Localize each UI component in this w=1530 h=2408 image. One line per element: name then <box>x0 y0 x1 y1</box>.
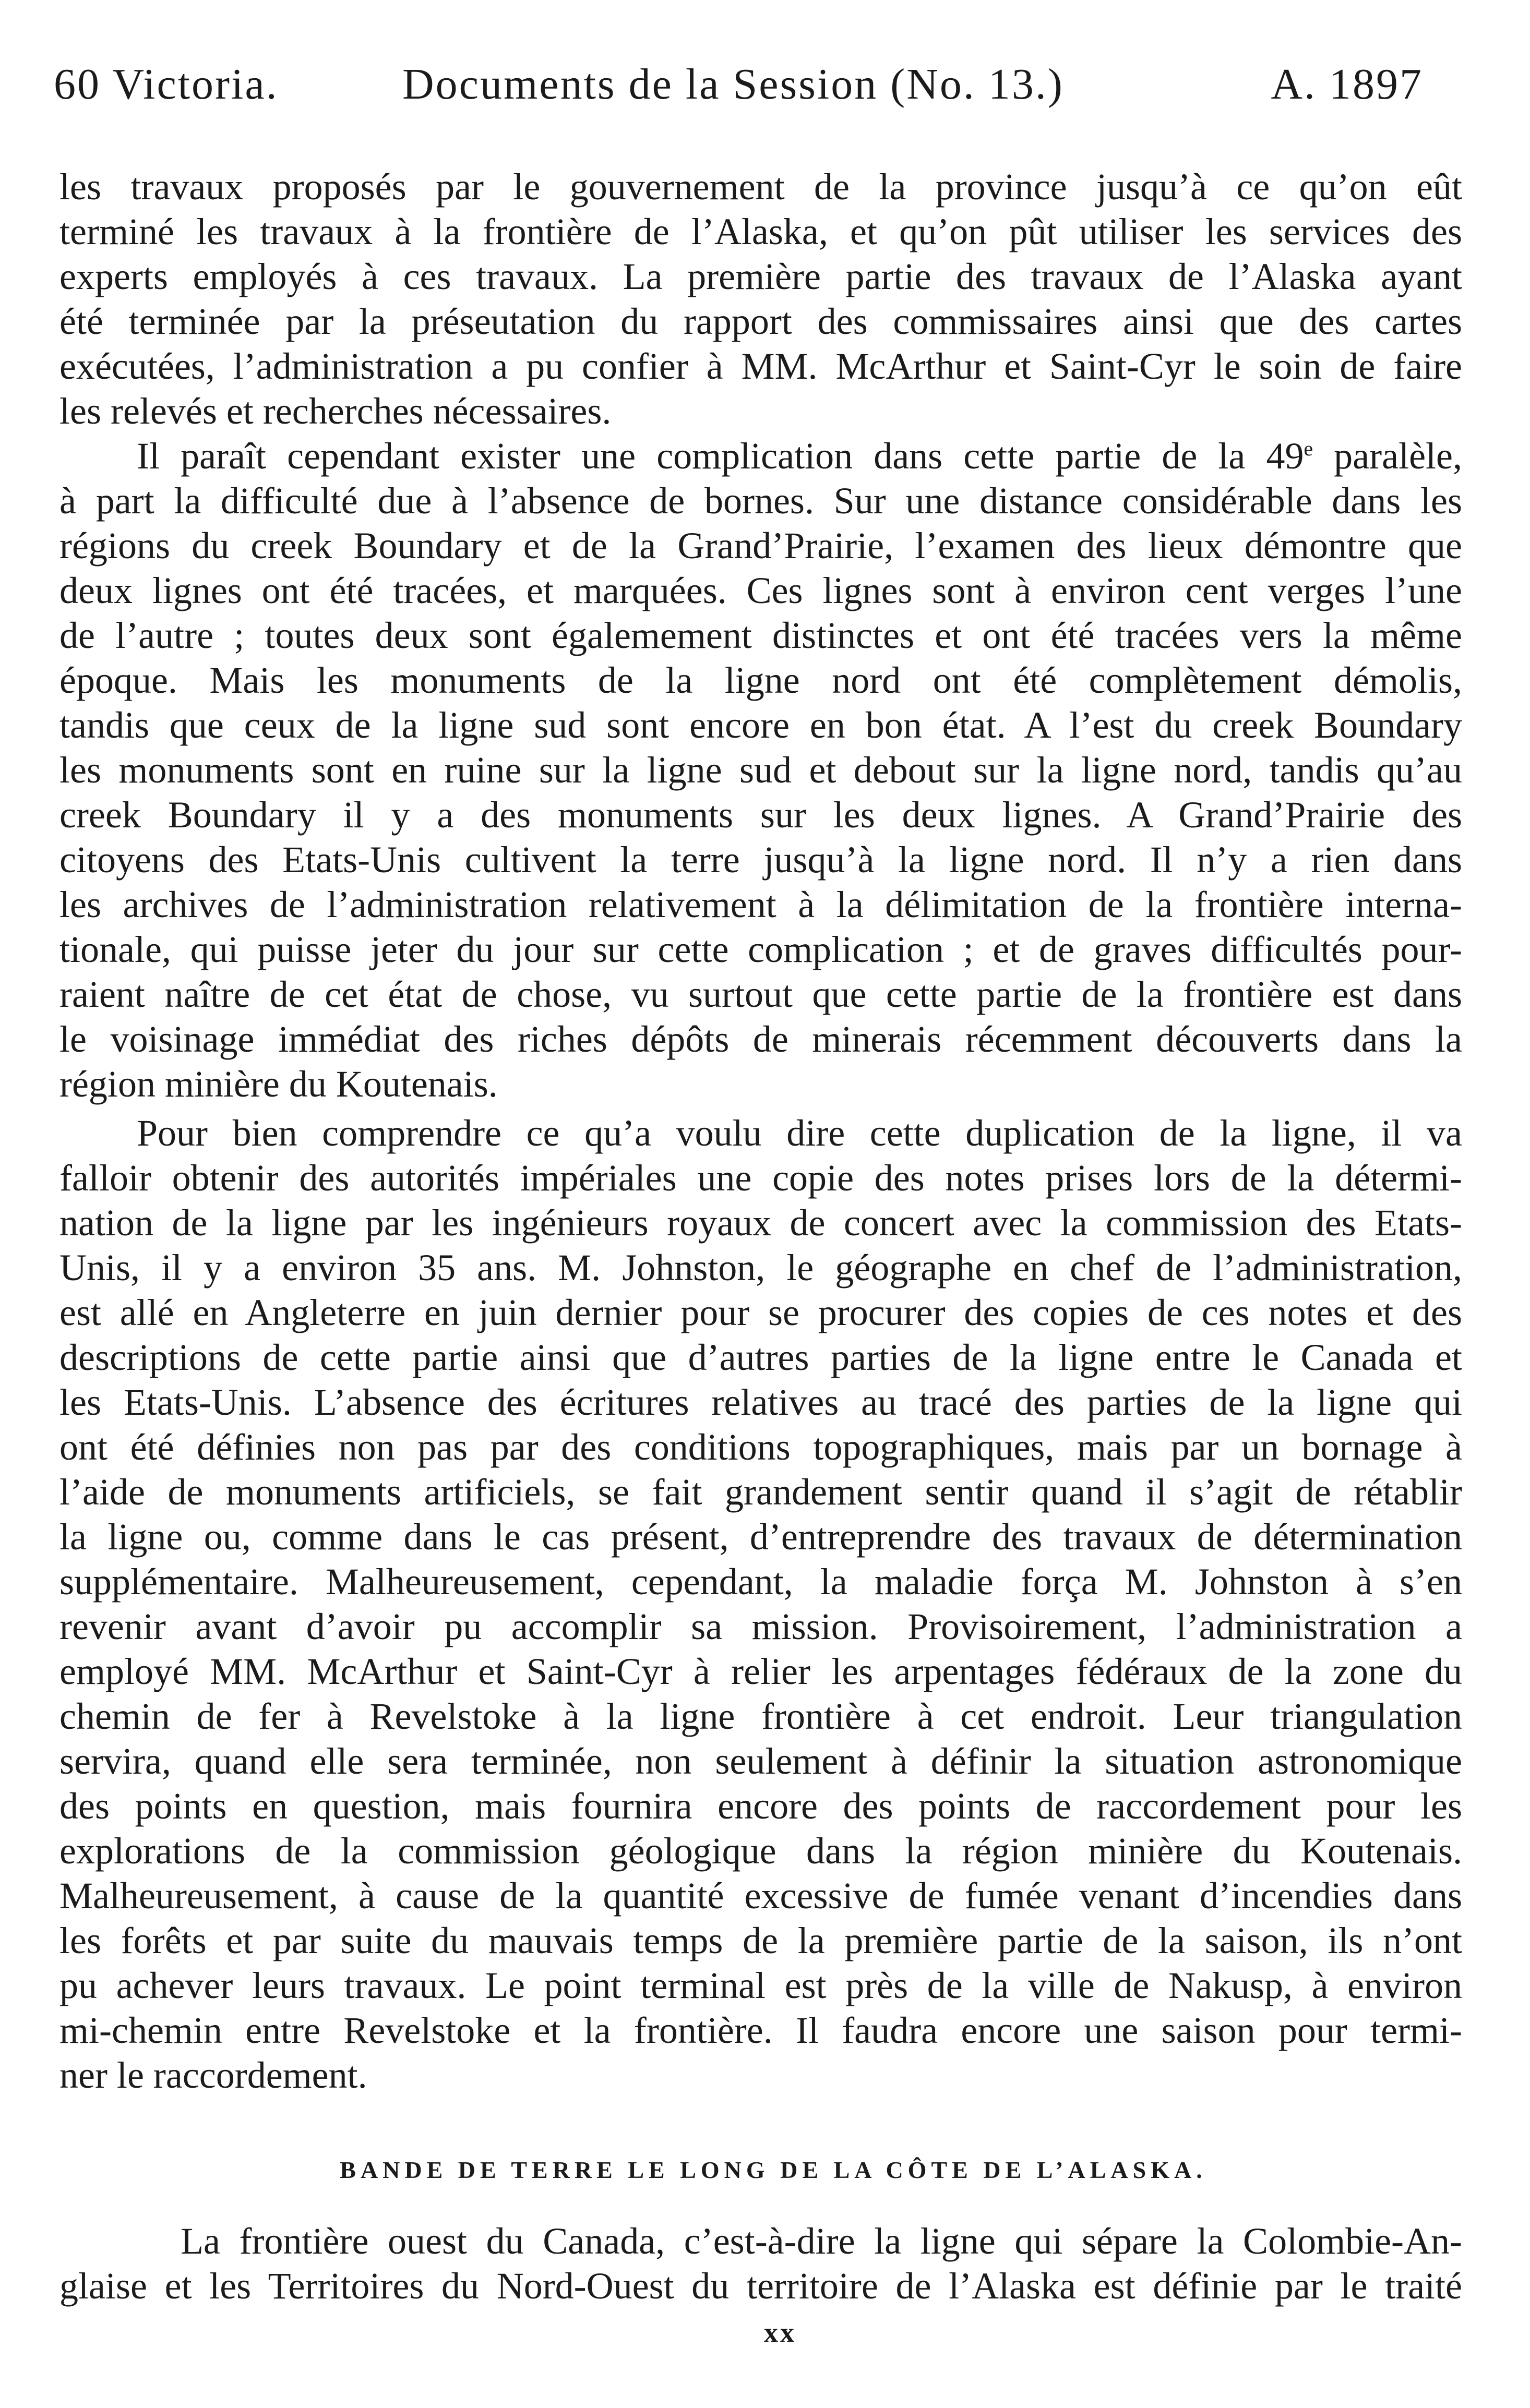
text-line: supplémentaire. Malheureusement, cependant, la maladie força M. Johnston à s’en <box>59 1561 1462 1603</box>
superscript: e <box>1304 437 1313 460</box>
text-line: employé MM. McArthur et Saint-Cyr à relier les arpentages fédéraux de la zone du <box>59 1651 1462 1692</box>
text-line: les monuments sont en ruine sur la ligne sud et debout sur la ligne nord, tandis qu’au <box>59 749 1462 791</box>
running-head-left: 60 Victoria. <box>54 60 279 109</box>
text-line: servira, quand elle sera terminée, non seulement à définir la situation astronomique <box>59 1740 1462 1782</box>
text-line: les travaux proposés par le gouvernement de la province jusqu’à ce qu’on eût <box>59 166 1462 208</box>
text-line: le voisinage immédiat des riches dépôts de minerais récemment découverts dans la <box>59 1018 1462 1060</box>
text-line: terminé les travaux à la frontière de l’Alaska, et qu’on pût utiliser les services des <box>59 211 1462 252</box>
text-line: pu achever leurs travaux. Le point terminal est près de la ville de Nakusp, à environ <box>59 1965 1462 2006</box>
paragraph <box>59 164 1462 434</box>
text-line: Malheureusement, à cause de la quantité excessive de fumée venant d’incendies dans <box>59 1875 1462 1917</box>
text-line: mi-chemin entre Revelstoke et la frontière. Il faudra encore une saison pour termi- <box>59 2009 1462 2051</box>
text-line: tionale, qui puisse jeter du jour sur cette complication ; et de graves difficultés pour- <box>59 929 1462 970</box>
text-line: raient naître de cet état de chose, vu surtout que cette partie de la frontière est dans <box>59 973 1462 1015</box>
text-line: tandis que ceux de la ligne sud sont encore en bon état. A l’est du creek Boundary <box>59 704 1462 746</box>
text-line: époque. Mais les monuments de la ligne nord ont été complètement démolis, <box>59 659 1462 701</box>
text-line: est allé en Angleterre en juin dernier pour se procurer des copies de ces notes et des <box>59 1292 1462 1333</box>
text-line: citoyens des Etats-Unis cultivent la terre jusqu’à la ligne nord. Il n’y a rien dans <box>59 839 1462 881</box>
text-line: ner le raccordement. <box>59 2054 367 2096</box>
text-fragment: Il paraît cependant exister une complication dans cette partie de la 49 <box>137 435 1304 477</box>
text-line: région minière du Koutenais. <box>59 1063 498 1105</box>
paragraph <box>59 1111 1462 2098</box>
text-line: glaise et les Territoires du Nord-Ouest du territoire de l’Alaska est définie par le traité <box>59 2265 1462 2307</box>
text-line: falloir obtenir des autorités impériales une copie des notes prises lors de la détermi- <box>59 1157 1462 1199</box>
text-line: explorations de la commission géologique dans la région minière du Koutenais. <box>59 1830 1462 1872</box>
text-line: ont été définies non pas par des conditions topographiques, mais par un bornage à <box>59 1426 1462 1468</box>
text-line: revenir avant d’avoir pu accomplir sa mission. Provisoirement, l’administration a <box>59 1606 1462 1647</box>
text-line: été terminée par la préseutation du rapport des commissaires ainsi que des cartes <box>59 300 1462 342</box>
section-heading: BANDE DE TERRE LE LONG DE LA CÔTE DE L’ALASKA. <box>340 2157 1207 2183</box>
text-line: Pour bien comprendre ce qu’a voulu dire cette duplication de la ligne, il va <box>137 1112 1462 1154</box>
text-line: deux lignes ont été tracées, et marquées. Ces lignes sont à environ cent verges l’une <box>59 570 1462 611</box>
text-line: descriptions de cette partie ainsi que d’autres parties de la ligne entre le Canada et <box>59 1337 1462 1378</box>
text-line: nation de la ligne par les ingénieurs royaux de concert avec la commission des Etats- <box>59 1202 1462 1244</box>
text-line: Unis, il y a environ 35 ans. M. Johnston, le géographe en chef de l’administration, <box>59 1247 1462 1289</box>
text-fragment: paralèle, <box>1313 435 1462 477</box>
text-line: experts employés à ces travaux. La première partie des travaux de l’Alaska ayant <box>59 256 1462 297</box>
text-line: les archives de l’administration relativement à la délimitation de la frontière interna- <box>59 884 1462 925</box>
page-body <box>59 164 1462 2098</box>
text-line: exécutées, l’administration a pu confier à MM. McArthur et Saint-Cyr le soin de faire <box>59 345 1462 387</box>
text-line <box>59 434 1462 478</box>
running-head-year: A. 1897 <box>1271 60 1423 109</box>
text-line: de l’autre ; toutes deux sont égalemement distinctes et ont été tracées vers la même <box>59 615 1462 656</box>
running-head-title: Documents de la Session (No. 13.) <box>402 60 1064 109</box>
page-number: xx <box>764 2317 796 2348</box>
paragraph <box>59 2219 1462 2308</box>
text-line: des points en question, mais fournira encore des points de raccordement pour les <box>59 1785 1462 1827</box>
text-line: régions du creek Boundary et de la Grand’Prairie, l’examen des lieux démontre que <box>59 525 1462 567</box>
paragraph <box>59 434 1462 1106</box>
text-line: à part la difficulté due à l’absence de bornes. Sur une distance considérable dans les <box>59 480 1462 522</box>
text-line: la ligne ou, comme dans le cas présent, d’entreprendre des travaux de détermination <box>59 1516 1462 1558</box>
text-line: l’aide de monuments artificiels, se fait grandement sentir quand il s’agit de rétablir <box>59 1471 1462 1513</box>
text-line: les forêts et par suite du mauvais temps de la première partie de la saison, ils n’ont <box>59 1920 1462 1961</box>
text-line: La frontière ouest du Canada, c’est-à-dire la ligne qui sépare la Colombie-An- <box>181 2220 1462 2262</box>
text-line: creek Boundary il y a des monuments sur les deux lignes. A Grand’Prairie des <box>59 794 1462 836</box>
text-line: les relevés et recherches nécessaires. <box>59 390 612 432</box>
text-line: chemin de fer à Revelstoke à la ligne frontière à cet endroit. Leur triangulation <box>59 1695 1462 1737</box>
text-line: les Etats-Unis. L’absence des écritures relatives au tracé des parties de la ligne qui <box>59 1381 1462 1423</box>
